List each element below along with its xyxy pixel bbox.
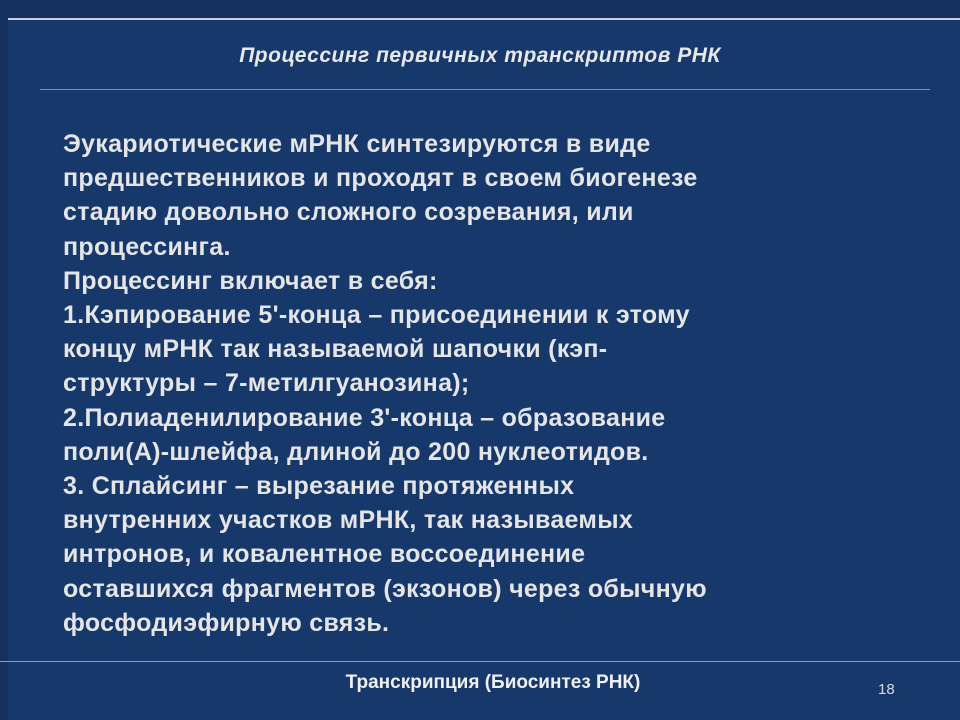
- top-border: [0, 0, 960, 20]
- footer-divider: [0, 661, 960, 662]
- slide-body: [63, 127, 933, 640]
- body-line: фосфодиэфирную связь.: [63, 608, 390, 637]
- body-line: поли(А)-шлейфа, длиной до 200 нуклеотидов.: [63, 437, 649, 466]
- body-line: структуры – 7-метилгуанозина);: [63, 369, 470, 398]
- body-line: оставшихся фрагментов (экзонов) через обычную: [63, 574, 707, 603]
- body-line: 3. Сплайсинг – вырезание протяженных: [63, 472, 575, 501]
- body-line: концу мРНК так называемой шапочки (кэп-: [63, 335, 608, 364]
- slide-title: Процессинг первичных транскриптов РНК: [239, 44, 721, 67]
- page-number: 18: [878, 681, 895, 698]
- body-line: Процессинг включает в себя:: [63, 266, 438, 295]
- body-line: внутренних участков мРНК, так называемых: [63, 506, 634, 535]
- body-line: 2.Полиаденилирование 3'-конца – образование: [63, 403, 666, 432]
- body-line: Эукариотические мРНК синтезируются в виде: [63, 130, 651, 158]
- slide-footer: Транскрипция (Биосинтез РНК): [345, 672, 641, 693]
- body-line: процессинга.: [63, 232, 231, 261]
- body-line: стадию довольно сложного созревания, или: [63, 198, 634, 227]
- body-line: интронов, и ковалентное воссоединение: [63, 540, 586, 569]
- title-divider: [40, 89, 930, 90]
- body-line: 1.Кэпирование 5'-конца – присоединении к этому: [63, 301, 690, 330]
- body-line: предшественников и проходят в своем биогенезе: [63, 164, 698, 193]
- left-border: [0, 18, 8, 720]
